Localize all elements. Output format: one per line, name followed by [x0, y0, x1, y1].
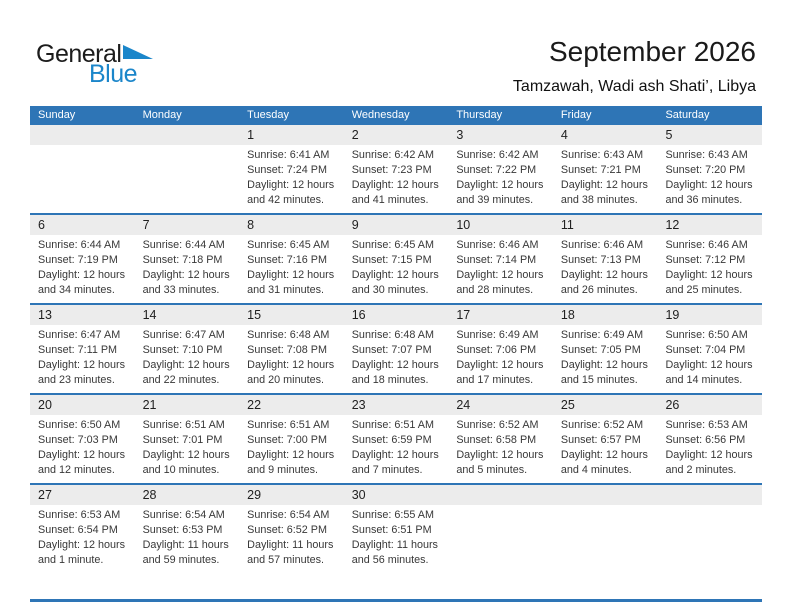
day-number: 17 [448, 305, 553, 325]
sunrise-text: Sunrise: 6:49 AM [456, 329, 539, 341]
general-blue-logo [36, 42, 176, 86]
day-details [553, 235, 658, 298]
day-cell-3 [448, 125, 553, 213]
day-number: 29 [239, 485, 344, 505]
day-cell-17 [448, 305, 553, 393]
day-details [30, 415, 135, 478]
week-row [30, 483, 762, 573]
sunset-text: Sunset: 6:57 PM [560, 434, 641, 446]
day-details [135, 235, 240, 298]
day-cell-30 [344, 485, 449, 573]
day-cell-28 [135, 485, 240, 573]
day-cell-18 [553, 305, 658, 393]
day-cell-24 [448, 395, 553, 483]
daylight-text: Daylight: 12 hours and 26 minutes. [560, 269, 648, 296]
sunrise-text: Sunrise: 6:44 AM [38, 239, 121, 251]
sunset-text: Sunset: 7:19 PM [38, 254, 118, 266]
day-number: 23 [344, 395, 449, 415]
day-details [135, 325, 240, 388]
daylight-text: Daylight: 12 hours and 20 minutes. [247, 359, 335, 386]
week-row [30, 213, 762, 303]
sunrise-text: Sunrise: 6:52 AM [456, 419, 539, 431]
sunset-text: Sunset: 7:01 PM [142, 434, 223, 446]
sunset-text: Sunset: 7:22 PM [456, 164, 537, 176]
daylight-text: Daylight: 12 hours and 15 minutes. [560, 359, 648, 386]
weekday-header-row [30, 106, 762, 125]
day-number: 13 [30, 305, 135, 325]
sunrise-text: Sunrise: 6:47 AM [38, 329, 121, 341]
sunset-text: Sunset: 6:58 PM [456, 434, 537, 446]
daylight-text: Daylight: 12 hours and 2 minutes. [665, 449, 753, 476]
day-details [448, 415, 553, 478]
day-number: 14 [135, 305, 240, 325]
sunrise-text: Sunrise: 6:53 AM [38, 509, 121, 521]
day-details [30, 235, 135, 298]
day-details [657, 505, 762, 508]
day-details [553, 415, 658, 478]
daylight-text: Daylight: 12 hours and 22 minutes. [142, 359, 230, 386]
day-number [657, 485, 762, 505]
sunset-text: Sunset: 7:20 PM [665, 164, 746, 176]
day-details [344, 415, 449, 478]
daylight-text: Daylight: 12 hours and 18 minutes. [351, 359, 439, 386]
daylight-text: Daylight: 12 hours and 4 minutes. [560, 449, 648, 476]
sunrise-text: Sunrise: 6:54 AM [247, 509, 330, 521]
daylight-text: Daylight: 12 hours and 10 minutes. [142, 449, 230, 476]
day-number: 11 [553, 215, 658, 235]
day-number: 10 [448, 215, 553, 235]
day-number: 12 [657, 215, 762, 235]
daylight-text: Daylight: 12 hours and 41 minutes. [351, 179, 439, 206]
day-cell-4 [553, 125, 658, 213]
daylight-text: Daylight: 12 hours and 9 minutes. [247, 449, 335, 476]
day-cell-25 [553, 395, 658, 483]
day-number: 26 [657, 395, 762, 415]
sunset-text: Sunset: 7:06 PM [456, 344, 537, 356]
sunset-text: Sunset: 6:51 PM [351, 524, 432, 536]
day-number: 18 [553, 305, 658, 325]
day-number: 21 [135, 395, 240, 415]
daylight-text: Daylight: 12 hours and 7 minutes. [351, 449, 439, 476]
day-cell-19 [657, 305, 762, 393]
day-number: 2 [344, 125, 449, 145]
sunrise-text: Sunrise: 6:45 AM [351, 239, 434, 251]
sunset-text: Sunset: 7:11 PM [38, 344, 118, 356]
day-number: 1 [239, 125, 344, 145]
sunrise-text: Sunrise: 6:51 AM [247, 419, 330, 431]
sunrise-text: Sunrise: 6:43 AM [560, 149, 644, 161]
day-number: 28 [135, 485, 240, 505]
weekday-header-wednesday: Wednesday [351, 109, 410, 121]
sunset-text: Sunset: 7:18 PM [142, 254, 223, 266]
day-details [448, 145, 553, 208]
daylight-text: Daylight: 11 hours and 57 minutes. [247, 539, 334, 566]
sunset-text: Sunset: 7:07 PM [351, 344, 432, 356]
daylight-text: Daylight: 12 hours and 25 minutes. [665, 269, 753, 296]
day-number: 16 [344, 305, 449, 325]
daylight-text: Daylight: 12 hours and 14 minutes. [665, 359, 753, 386]
day-details [135, 145, 240, 148]
sunset-text: Sunset: 7:10 PM [142, 344, 223, 356]
sunset-text: Sunset: 7:00 PM [247, 434, 327, 446]
day-cell-21 [135, 395, 240, 483]
day-cell-1 [239, 125, 344, 213]
sunset-text: Sunset: 7:14 PM [456, 254, 537, 266]
day-cell-26 [657, 395, 762, 483]
sunrise-text: Sunrise: 6:47 AM [142, 329, 225, 341]
week-row [30, 303, 762, 393]
daylight-text: Daylight: 12 hours and 12 minutes. [38, 449, 126, 476]
weekday-header-saturday: Saturday [665, 109, 710, 121]
day-number [135, 125, 240, 145]
sunset-text: Sunset: 7:08 PM [247, 344, 327, 356]
daylight-text: Daylight: 12 hours and 39 minutes. [456, 179, 544, 206]
sunrise-text: Sunrise: 6:55 AM [351, 509, 434, 521]
sunrise-text: Sunrise: 6:54 AM [142, 509, 225, 521]
day-details [30, 505, 135, 568]
day-cell-empty [135, 125, 240, 213]
page-title: September 2026 [548, 36, 756, 67]
weekday-header-tuesday: Tuesday [247, 109, 289, 121]
day-details [553, 505, 658, 508]
day-number: 8 [239, 215, 344, 235]
day-cell-empty [30, 125, 135, 213]
daylight-text: Daylight: 12 hours and 34 minutes. [38, 269, 126, 296]
day-cell-11 [553, 215, 658, 303]
daylight-text: Daylight: 12 hours and 1 minute. [38, 539, 126, 566]
day-details [448, 235, 553, 298]
daylight-text: Daylight: 12 hours and 33 minutes. [142, 269, 230, 296]
day-details [344, 235, 449, 298]
sunrise-text: Sunrise: 6:46 AM [456, 239, 539, 251]
sunrise-text: Sunrise: 6:48 AM [351, 329, 434, 341]
day-number: 30 [344, 485, 449, 505]
day-details [344, 325, 449, 388]
day-cell-16 [344, 305, 449, 393]
sunset-text: Sunset: 6:56 PM [665, 434, 746, 446]
sunset-text: Sunset: 7:12 PM [665, 254, 746, 266]
sunrise-text: Sunrise: 6:48 AM [247, 329, 330, 341]
day-cell-20 [30, 395, 135, 483]
sunrise-text: Sunrise: 6:50 AM [38, 419, 121, 431]
calendar-table [30, 106, 762, 573]
weekday-header-thursday: Thursday [456, 109, 503, 121]
day-details [30, 145, 135, 148]
sunset-text: Sunset: 7:15 PM [351, 254, 432, 266]
sunset-text: Sunset: 6:54 PM [38, 524, 118, 536]
daylight-text: Daylight: 12 hours and 5 minutes. [456, 449, 544, 476]
day-number: 6 [30, 215, 135, 235]
sunrise-text: Sunrise: 6:43 AM [665, 149, 748, 161]
sunset-text: Sunset: 6:53 PM [142, 524, 223, 536]
logo-text-general: General [36, 40, 122, 68]
week-row [30, 393, 762, 483]
day-details [657, 325, 762, 388]
calendar-weeks [30, 125, 762, 573]
sunrise-text: Sunrise: 6:46 AM [665, 239, 748, 251]
sunrise-text: Sunrise: 6:41 AM [247, 149, 330, 161]
day-details [344, 145, 449, 208]
day-details [239, 325, 344, 388]
day-cell-14 [135, 305, 240, 393]
sunset-text: Sunset: 7:21 PM [560, 164, 641, 176]
day-cell-12 [657, 215, 762, 303]
sunset-text: Sunset: 7:13 PM [560, 254, 641, 266]
day-number: 3 [448, 125, 553, 145]
sunrise-text: Sunrise: 6:46 AM [560, 239, 644, 251]
day-cell-8 [239, 215, 344, 303]
day-details [448, 325, 553, 388]
day-details [553, 325, 658, 388]
sunrise-text: Sunrise: 6:44 AM [142, 239, 225, 251]
day-cell-empty [448, 485, 553, 573]
sunrise-text: Sunrise: 6:45 AM [247, 239, 330, 251]
daylight-text: Daylight: 12 hours and 17 minutes. [456, 359, 544, 386]
day-details [30, 325, 135, 388]
day-cell-9 [344, 215, 449, 303]
sunset-text: Sunset: 7:04 PM [665, 344, 746, 356]
day-details [135, 505, 240, 568]
day-cell-empty [553, 485, 658, 573]
sunset-text: Sunset: 7:03 PM [38, 434, 118, 446]
day-details [657, 145, 762, 208]
day-number: 27 [30, 485, 135, 505]
day-cell-29 [239, 485, 344, 573]
day-cell-10 [448, 215, 553, 303]
day-number: 24 [448, 395, 553, 415]
weekday-header-friday: Friday [560, 109, 592, 121]
sunrise-text: Sunrise: 6:49 AM [560, 329, 644, 341]
sunrise-text: Sunrise: 6:42 AM [351, 149, 434, 161]
sunrise-text: Sunrise: 6:50 AM [665, 329, 748, 341]
day-cell-2 [344, 125, 449, 213]
logo-triangle-icon [123, 45, 153, 60]
day-number: 15 [239, 305, 344, 325]
sunrise-text: Sunrise: 6:42 AM [456, 149, 539, 161]
sunset-text: Sunset: 6:52 PM [247, 524, 327, 536]
day-cell-23 [344, 395, 449, 483]
sunrise-text: Sunrise: 6:52 AM [560, 419, 644, 431]
sunset-text: Sunset: 7:16 PM [247, 254, 327, 266]
logo-text-blue: Blue [89, 60, 138, 88]
sunset-text: Sunset: 7:23 PM [351, 164, 432, 176]
day-cell-5 [657, 125, 762, 213]
daylight-text: Daylight: 12 hours and 36 minutes. [665, 179, 753, 206]
day-details [657, 415, 762, 478]
day-number: 7 [135, 215, 240, 235]
day-details [135, 415, 240, 478]
day-cell-13 [30, 305, 135, 393]
day-number: 25 [553, 395, 658, 415]
sunrise-text: Sunrise: 6:51 AM [142, 419, 225, 431]
day-details [239, 415, 344, 478]
sunrise-text: Sunrise: 6:51 AM [351, 419, 434, 431]
day-cell-27 [30, 485, 135, 573]
daylight-text: Daylight: 12 hours and 38 minutes. [560, 179, 648, 206]
day-number: 5 [657, 125, 762, 145]
day-cell-22 [239, 395, 344, 483]
day-number: 9 [344, 215, 449, 235]
day-number: 22 [239, 395, 344, 415]
footer-rule [30, 599, 762, 602]
daylight-text: Daylight: 12 hours and 23 minutes. [38, 359, 126, 386]
daylight-text: Daylight: 12 hours and 28 minutes. [456, 269, 544, 296]
day-details [239, 505, 344, 568]
day-cell-7 [135, 215, 240, 303]
day-details [657, 235, 762, 298]
sunset-text: Sunset: 7:24 PM [247, 164, 327, 176]
weekday-header-monday: Monday [142, 109, 182, 121]
day-details [239, 235, 344, 298]
day-details [553, 145, 658, 208]
day-details [448, 505, 553, 508]
sunset-text: Sunset: 6:59 PM [351, 434, 432, 446]
day-cell-15 [239, 305, 344, 393]
location-subtitle: Tamzawah, Wadi ash Shati’, Libya [512, 78, 756, 95]
day-details [239, 145, 344, 208]
day-number [553, 485, 658, 505]
daylight-text: Daylight: 11 hours and 59 minutes. [142, 539, 229, 566]
day-cell-6 [30, 215, 135, 303]
day-number [30, 125, 135, 145]
sunrise-text: Sunrise: 6:53 AM [665, 419, 748, 431]
daylight-text: Daylight: 12 hours and 42 minutes. [247, 179, 335, 206]
daylight-text: Daylight: 12 hours and 30 minutes. [351, 269, 439, 296]
day-cell-empty [657, 485, 762, 573]
day-number: 20 [30, 395, 135, 415]
daylight-text: Daylight: 12 hours and 31 minutes. [247, 269, 335, 296]
daylight-text: Daylight: 11 hours and 56 minutes. [351, 539, 438, 566]
day-details [344, 505, 449, 568]
weekday-header-sunday: Sunday [38, 109, 76, 121]
day-number [448, 485, 553, 505]
sunset-text: Sunset: 7:05 PM [560, 344, 641, 356]
day-number: 19 [657, 305, 762, 325]
day-number: 4 [553, 125, 658, 145]
week-row [30, 125, 762, 213]
